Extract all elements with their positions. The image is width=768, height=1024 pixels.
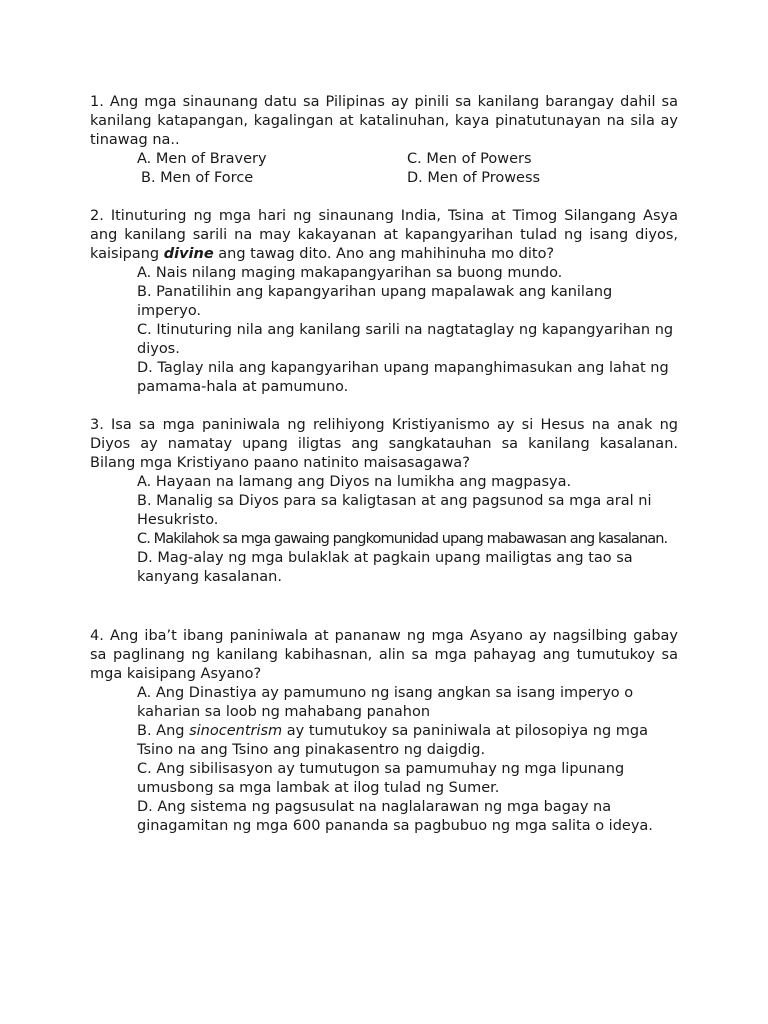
question-3-choice-d: D. Mag-alay ng mga bulaklak at pagkain upang mailigtas ang tao sa kanyang kasalanan. [137, 550, 633, 585]
question-3-stem: 3. Isa sa mga paniniwala ng relihiyong Kristiyanismo ay si Hesus na anak ng Diyos ay namatay upang iligtas ang sangkatauhan sa kanilang kasalanan. Bilang mga Kristiyano paano natinito maisasagawa? [90, 417, 678, 471]
question-3 [90, 416, 678, 587]
question-3-choice-a: A. Hayaan na lamang ang Diyos na lumikha ang magpasya. [137, 474, 572, 490]
question-1-choice-c: C. Men of Powers [407, 151, 532, 167]
question-4 [90, 627, 678, 836]
question-2-choice-c: C. Itinuturing nila ang kanilang sarili na nagtataglay ng kapangyarihan ng diyos. [137, 322, 674, 357]
question-1-stem: 1. Ang mga sinaunang datu sa Pilipinas ay pinili sa kanilang barangay dahil sa kanilang katapangan, kagalingan at katalinuhan, kaya pinatutunayan na sila ay tinawag na.. [90, 94, 678, 148]
question-1-choice-b: B. Men of Force [141, 170, 254, 186]
question-4-choices [90, 684, 678, 836]
question-1-choices [90, 150, 678, 188]
question-4-choice-b-part2: ay tumutukoy sa paniniwala at pilosopiya ng mga Tsino na ang Tsino ang pinakasentro ng daigdig. [137, 723, 648, 758]
question-4-choice-b-emphasis: sinocentrism [189, 723, 283, 739]
question-3-choice-b: B. Manalig sa Diyos para sa kaligtasan at ang pagsunod sa mga aral ni Hesukristo. [137, 493, 652, 528]
question-4-choice-b [137, 722, 678, 760]
question-4-choice-a: A. Ang Dinastiya ay pamumuno ng isang angkan sa isang imperyo o kaharian sa loob ng mahabang panahon [137, 685, 634, 720]
question-1-choice-d: D. Men of Prowess [407, 170, 541, 186]
question-4-stem: 4. Ang iba’t ibang paniniwala at pananaw ng mga Asyano ay nagsilbing gabay sa paglinang ng kanilang kabihasnan, alin sa mga pahayag ang tumutukoy sa mga kaisipang Asyano? [90, 628, 678, 682]
question-4-choice-c: C. Ang sibilisasyon ay tumutugon sa pamumuhay ng mga lipunang umusbong sa mga lambak at ilog tulad ng Sumer. [137, 761, 625, 796]
question-2-choice-d: D. Taglay nila ang kapangyarihan upang mapanghimasukan ang lahat ng pamama-hala at pamumuno. [137, 360, 669, 395]
question-2-stem-part1: 2. Itinuturing ng mga hari ng sinaunang India, Tsina at Timog Silangang Asya ang kanilang sarili na may kakayanan at kapangyarihan tulad ng isang diyos, kaisipang [90, 208, 678, 262]
question-4-choice-b-part1: B. Ang [137, 723, 190, 739]
question-4-choice-d: D. Ang sistema ng pagsusulat na naglalarawan ng mga bagay na ginagamitan ng mga 600 pananda sa pagbubuo ng mga salita o ideya. [137, 799, 653, 834]
question-2-stem-emphasis: divine [163, 246, 214, 262]
question-1-choice-a: A. Men of Bravery [137, 151, 267, 167]
question-2-choices [90, 264, 678, 397]
question-2-choice-a: A. Nais nilang maging makapangyarihan sa buong mundo. [137, 265, 563, 281]
question-3-choice-c: C. Makilahok sa mga gawaing pangkomunidad upang mabawasan ang kasalanan. [137, 531, 668, 547]
question-3-choices [90, 473, 678, 587]
question-1 [90, 93, 678, 188]
question-2 [90, 207, 678, 397]
question-2-stem-part2: ang tawag dito. Ano ang mahihinuha mo dito? [213, 246, 555, 262]
question-2-choice-b: B. Panatilihin ang kapangyarihan upang mapalawak ang kanilang imperyo. [137, 284, 613, 319]
question-2-stem [90, 207, 678, 264]
